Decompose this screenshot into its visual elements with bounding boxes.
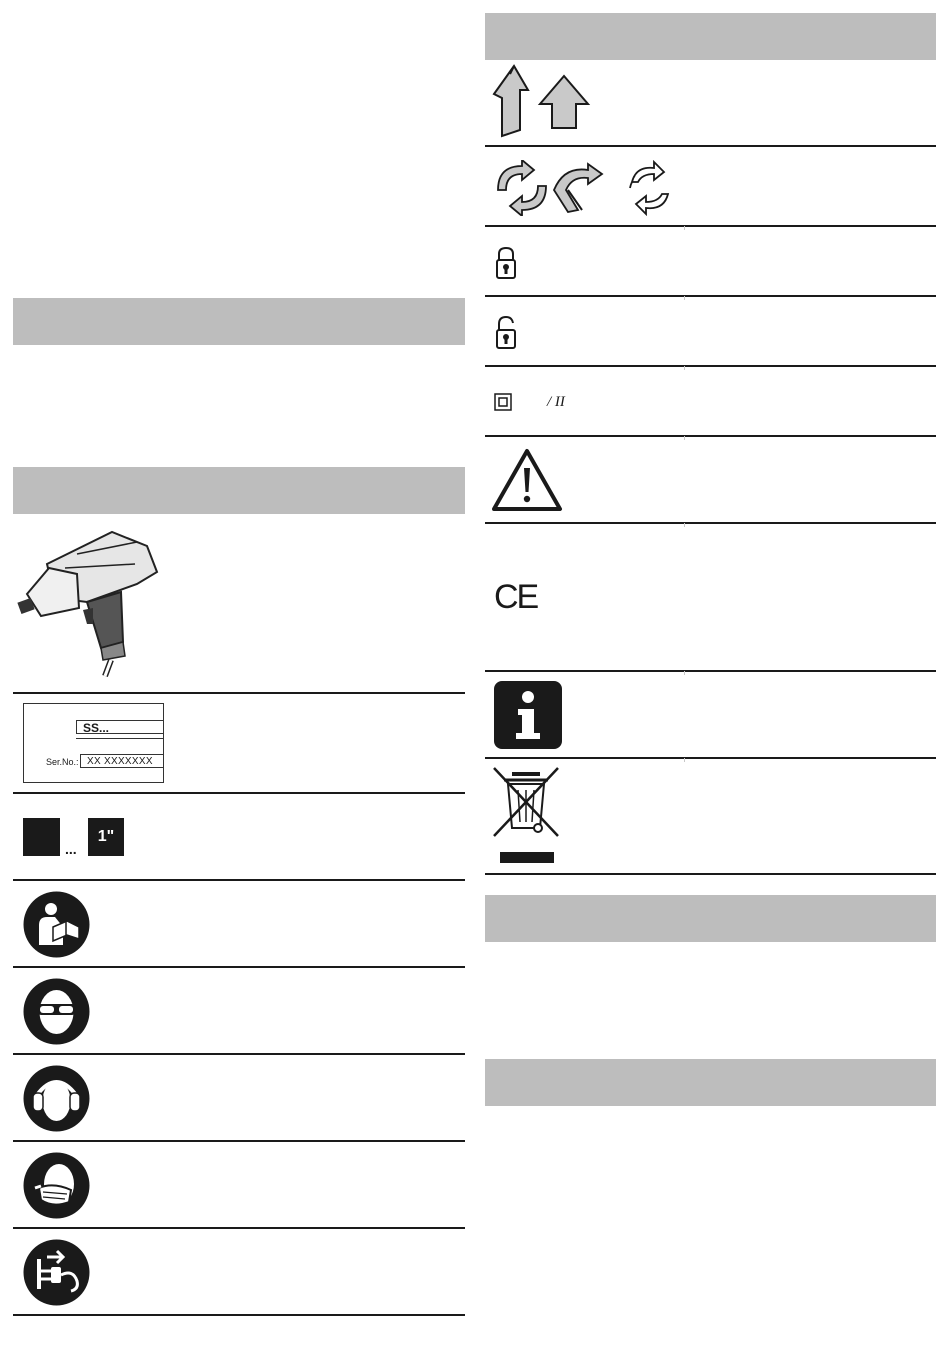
rating-plate-line	[76, 738, 164, 739]
section-header-bar-1	[13, 298, 465, 345]
wear-dust-mask-icon	[23, 1152, 90, 1219]
protection-class-label: / II	[547, 394, 565, 410]
lock-open-icon	[495, 314, 517, 350]
section-header-bar-2	[13, 467, 465, 514]
row-divider	[485, 435, 936, 437]
tool-holder-small-square	[23, 818, 60, 856]
rating-plate-serial-value: XX XXXXXXX	[80, 754, 164, 768]
column-tick	[684, 523, 685, 527]
rotation-direction-icons	[492, 160, 678, 216]
info-icon	[494, 681, 562, 749]
row-divider	[13, 1053, 465, 1055]
row-divider	[485, 670, 936, 672]
tool-holder-ellipsis: ...	[65, 841, 77, 857]
row-divider	[485, 365, 936, 367]
read-manual-icon	[23, 891, 90, 958]
wear-eye-protection-icon	[23, 978, 90, 1045]
row-divider	[13, 1140, 465, 1142]
lock-closed-icon	[495, 246, 517, 280]
row-divider	[485, 295, 936, 297]
column-tick	[684, 296, 685, 300]
row-divider	[13, 1314, 465, 1316]
column-tick	[684, 758, 685, 762]
ce-mark: CE	[494, 578, 538, 616]
rating-plate-model: SS...	[76, 720, 164, 734]
rating-plate-serial-label: Ser.No.:	[46, 757, 79, 767]
row-divider	[13, 792, 465, 794]
row-divider	[13, 692, 465, 694]
weee-crossed-bin-icon	[490, 766, 562, 866]
row-divider	[13, 1227, 465, 1229]
unplug-before-work-icon	[23, 1239, 90, 1306]
row-divider	[485, 757, 936, 759]
row-divider	[485, 522, 936, 524]
row-divider	[485, 145, 936, 147]
row-divider	[13, 966, 465, 968]
arrow-up-icons	[492, 64, 592, 140]
wear-ear-protection-icon	[23, 1065, 90, 1132]
column-tick	[684, 671, 685, 675]
section-header-bar-4	[485, 895, 936, 942]
row-divider	[485, 873, 936, 875]
impact-wrench-illustration	[17, 524, 162, 684]
warning-triangle-icon	[491, 448, 563, 512]
section-header-bar-5	[485, 1059, 936, 1106]
rating-plate	[23, 703, 164, 783]
section-header-bar-3	[485, 13, 936, 60]
protection-class-ii-icon	[494, 393, 512, 411]
column-tick	[684, 226, 685, 230]
row-divider	[485, 225, 936, 227]
column-tick	[684, 436, 685, 440]
row-divider	[13, 879, 465, 881]
column-tick	[684, 366, 685, 370]
tool-holder-size-square: 1"	[88, 818, 124, 856]
